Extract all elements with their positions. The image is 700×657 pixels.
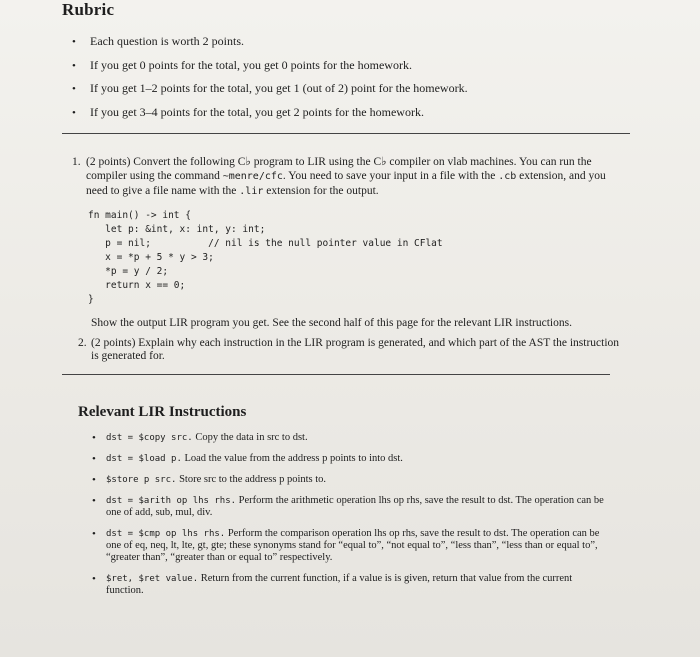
lir-item xyxy=(92,573,612,597)
bullet-icon: • xyxy=(72,106,76,119)
lir-description: Copy the data in src to dst. xyxy=(195,432,308,443)
instruction-text: Show the output LIR program you get. See the second half of this page for the relevant LIR instructions. xyxy=(91,317,572,329)
lir-syntax: dst = $load p. xyxy=(106,454,182,464)
lir-description: Store src to the address p points to. xyxy=(179,474,327,485)
divider xyxy=(62,374,610,375)
extension-lir: .lir xyxy=(239,186,264,197)
code-line: return x == 0; xyxy=(88,280,186,291)
lir-syntax: dst = $cmp op lhs rhs. xyxy=(106,529,226,539)
lir-item xyxy=(92,453,612,465)
rubric-item: • If you get 3–4 points for the total, you get 2 points for the homework. xyxy=(72,101,468,125)
lir-item xyxy=(92,474,612,486)
lir-list xyxy=(92,432,612,606)
question-1 xyxy=(72,155,627,199)
bullet-icon: • xyxy=(92,573,96,585)
bullet-icon: • xyxy=(92,495,96,507)
bullet-icon: • xyxy=(92,474,96,486)
bullet-icon: • xyxy=(72,36,76,48)
rubric-heading: Rubric xyxy=(62,0,115,19)
rubric-list xyxy=(72,30,468,124)
bullet-icon: • xyxy=(92,432,96,444)
lir-description: Load the value from the address p points to into dst. xyxy=(184,453,403,464)
question-2-text: (2 points) Explain why each instruction in the LIR program is generated, and which part of the AST the instruction is generated for. xyxy=(91,337,620,362)
code-line: let p: &int, x: int, y: int; xyxy=(88,224,266,235)
lir-syntax: dst = $copy src. xyxy=(106,433,193,443)
code-line: } xyxy=(88,294,94,305)
code-block xyxy=(88,209,443,307)
rubric-item: • If you get 1–2 points for the total, you get 1 (out of 2) point for the homework. xyxy=(72,77,468,101)
rubric-item: • If you get 0 points for the total, you get 0 points for the homework. xyxy=(72,54,468,78)
code-line: fn main() -> int { xyxy=(88,210,191,221)
question-number: 2. xyxy=(78,337,87,349)
bullet-icon: • xyxy=(92,453,96,465)
lir-item xyxy=(92,432,612,444)
question-2 xyxy=(78,337,623,363)
lir-heading: Relevant LIR Instructions xyxy=(78,404,247,420)
lir-item xyxy=(92,495,612,519)
bullet-icon: • xyxy=(92,528,96,540)
question-1-text: (2 points) Convert the following C♭ program to LIR using the C♭ compiler on vlab machines. You can run the compiler using the command ~menre/cfc. You need to save your input in a file with the .cb extension, and you need to give a file name with the .lir extension for the output. xyxy=(86,156,606,197)
code-line: x = *p + 5 * y > 3; xyxy=(88,252,214,263)
lir-syntax: $ret, $ret value. xyxy=(106,574,199,584)
command-path: ~menre/cfc xyxy=(222,171,283,182)
lir-syntax: $store p src. xyxy=(106,475,177,485)
lir-description: Perform the arithmetic operation lhs op rhs, save the result to dst. The operation can be one of add, sub, mul, div. xyxy=(106,495,604,518)
question-number: 1. xyxy=(72,156,81,168)
bullet-icon: • xyxy=(72,59,76,72)
extension-cb: .cb xyxy=(498,171,517,182)
code-line: p = nil; // nil is the null pointer value in CFlat xyxy=(88,238,443,249)
lir-item xyxy=(92,528,612,564)
lir-description: Return from the current function, if a value is is given, return that value from the current function. xyxy=(106,573,573,596)
divider xyxy=(62,133,630,134)
bullet-icon: • xyxy=(72,83,76,95)
lir-syntax: dst = $arith op lhs rhs. xyxy=(106,496,237,506)
rubric-item: • Each question is worth 2 points. xyxy=(72,30,468,54)
lir-description: Perform the comparison operation lhs op rhs, save the result to dst. The operation can be one of eq, neq, lt, lte, gt, gte; these synonyms stand for “equal to”, “not equal to”, “less than”, “less than or equal to”, “greater than”, “greater than or equal to” respectively. xyxy=(106,528,600,563)
code-line: *p = y / 2; xyxy=(88,266,169,277)
